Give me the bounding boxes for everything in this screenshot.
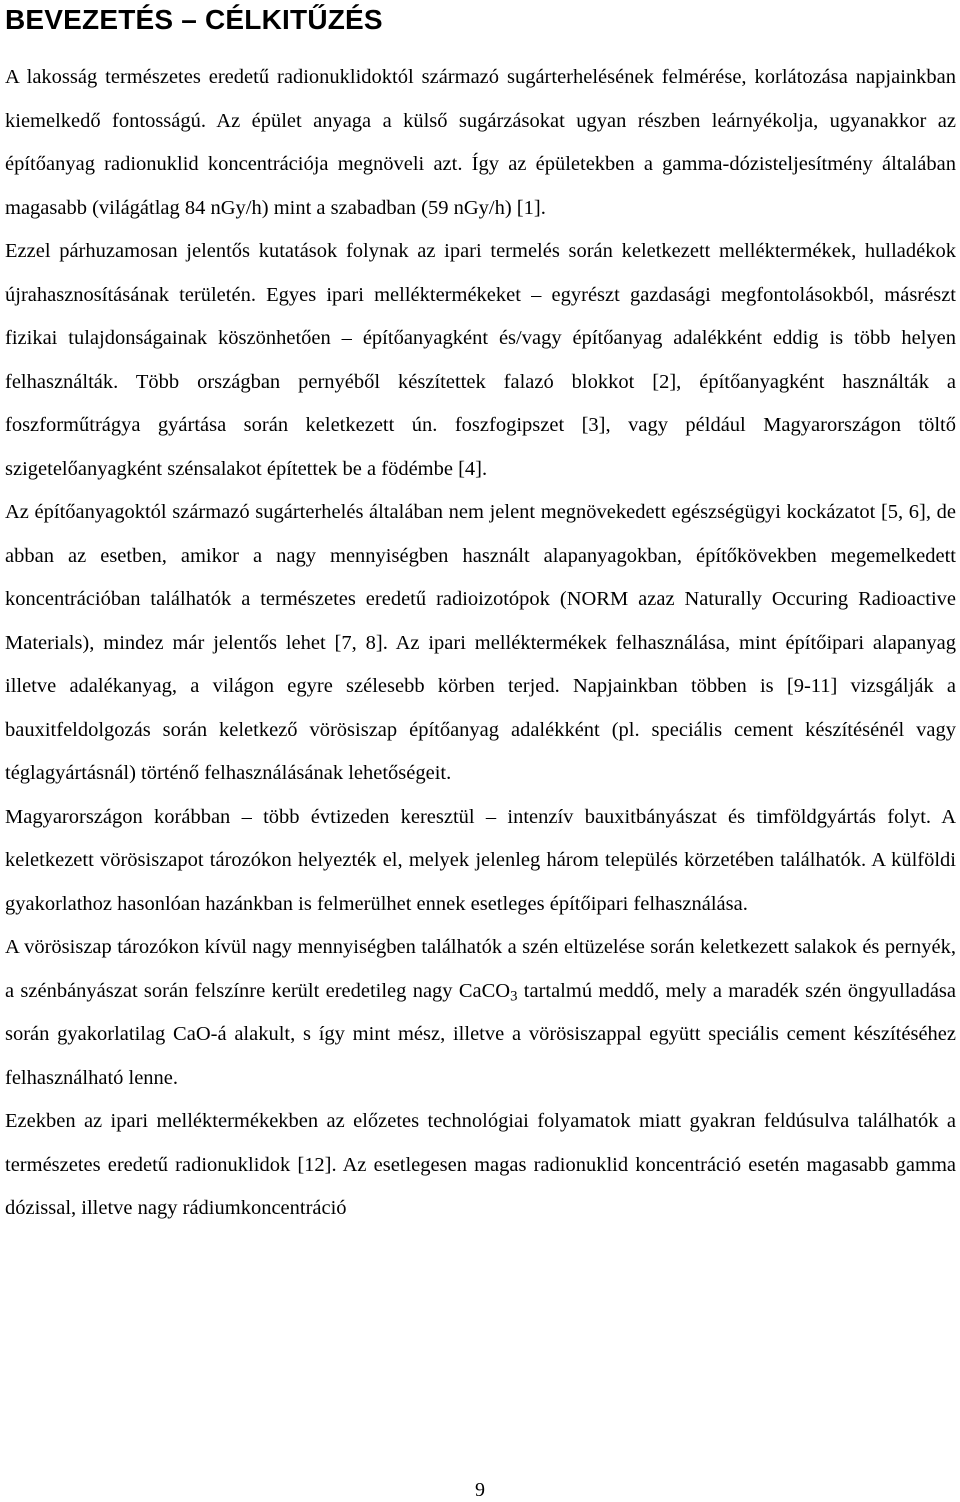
paragraph-red-mud-slag-part2: tartalmú meddő, mely a maradék szén öngyulladása során gyakorlatilag CaO-á alakult, s így mint mész, illetve a vörösiszappal együtt speciális cement készítéséhez felhasználható lenne. xyxy=(5,979,956,1089)
paragraph-industrial-byproducts: Ezzel párhuzamosan jelentős kutatások folynak az ipari termelés során keletkezett melléktermékek, hulladékok újrahasznosításának területén. Egyes ipari melléktermékeket – egyrészt gazdasági megfontolásokból, másrészt fizikai tulajdonságainak köszönhetően – építőanyagként és/vagy építőanyag adalékként eddig is több helyen felhasználták. Több országban pernyéből készítettek falazó blokkot [2], építőanyagként használták a foszforműtrágya gyártása során keletkezett ún. foszfogipszet [3], vagy például Magyarországon töltő szigetelőanyagként szénsalakot építettek be a födémbe [4]. xyxy=(5,240,956,480)
subscript-3: 3 xyxy=(510,988,518,1005)
section-heading: BEVEZETÉS – CÉLKITŰZÉS xyxy=(5,4,383,35)
paragraph-hungary-bauxite: Magyarországon korábban – több évtizeden keresztül – intenzív bauxitbányászat és timföldgyártás folyt. A keletkezett vörösiszapot tározókon helyezték el, melyek jelenleg három település körzetében találhatók. A külföldi gyakorlathoz hasonlóan hazánkban is felmerülhet ennek esetleges építőipari felhasználása. xyxy=(5,805,956,915)
body-text xyxy=(5,56,956,1231)
paragraph-red-mud-slag xyxy=(5,926,956,1100)
paragraph-red-mud-slag-part1: A vörösiszap tározókon kívül nagy mennyiségben találhatók a szén eltüzelése során keletkezett salakok és pernyék, a szénbányászat során felszínre került eredetileg nagy CaCO xyxy=(5,936,956,1002)
page-number: 9 xyxy=(475,1479,485,1501)
paragraph-building-materials-risk: Az építőanyagoktól származó sugárterhelés általában nem jelent megnövekedett egészségügyi kockázatot [5, 6], de abban az esetben, amikor a nagy mennyiségben használt alapanyagokban, építőkövekben megemelkedett koncentrációban találhatók a természetes eredetű radioizotópok (NORM azaz Naturally Occuring Radioactive Materials), mindez már jelentős lehet [7, 8]. Az ipari melléktermékek felhasználása, mint építőipari alapanyag illetve adalékanyag, a világon egyre szélesebb körben terjed. Napjainkban többen is [9-11] vizsgálják a bauxitfeldolgozás során keletkező vörösiszap építőanyag adalékként (pl. speciális cement készítésénél vagy téglagyártásnál) történő felhasználásának lehetőségeit. xyxy=(5,501,956,784)
paragraph-radionuclides: Ezekben az ipari melléktermékekben az előzetes technológiai folyamatok miatt gyakran feldúsulva találhatók a természetes eredetű radionuklidok [12]. Az esetlegesen magas radionuklid koncentráció esetén magasabb gamma dózissal, illetve nagy rádiumkoncentráció xyxy=(5,1110,956,1219)
paragraph-radiation-exposure: A lakosság természetes eredetű radionuklidoktól származó sugárterhelésének felmérése, korlátozása napjainkban kiemelkedő fontosságú. Az épület anyaga a külső sugárzásokat ugyan részben leárnyékolja, ugyanakkor az építőanyag radionuklid koncentrációja megnöveli azt. Így az épületekben a gamma-dózisteljesítmény általában magasabb (világátlag 84 nGy/h) mint a szabadban (59 nGy/h) [1]. xyxy=(5,66,956,219)
